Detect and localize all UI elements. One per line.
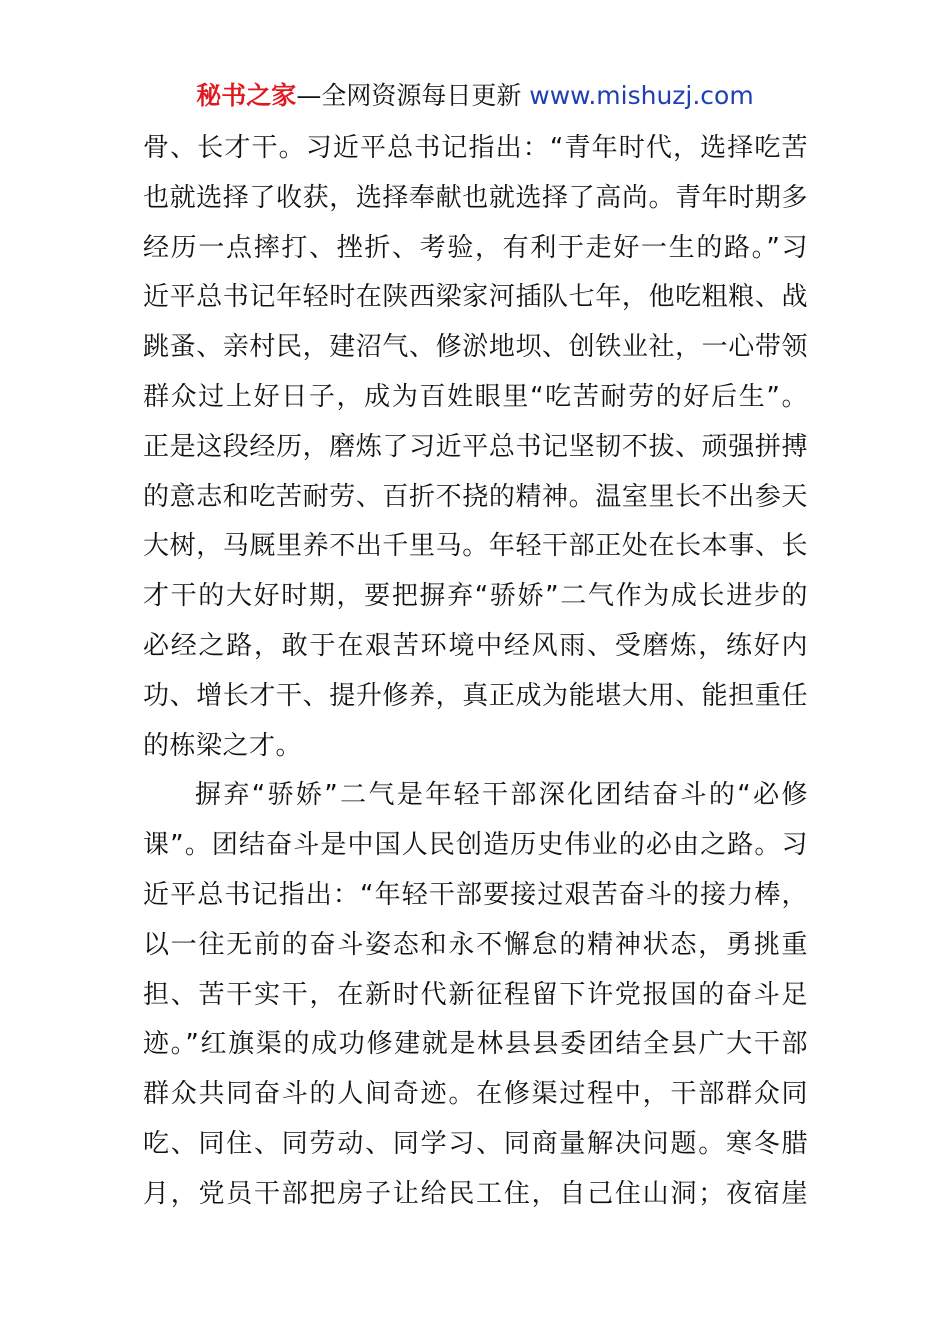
- site-link[interactable]: www.mishuzj.com: [529, 81, 754, 110]
- page-header: [0, 78, 950, 114]
- text-line: 正是这段经历，磨炼了习近平总书记坚韧不拔、顽强拼搏: [143, 431, 808, 462]
- paragraph-start-line: 摒弃“骄娇”二气是年轻干部深化团结奋斗的“必修: [195, 780, 808, 811]
- brand-name: 秘书之家: [196, 81, 297, 110]
- text-line: 迹。”红旗渠的成功修建就是林县县委团结全县广大干部: [143, 1029, 808, 1060]
- text-line: 以一往无前的奋斗姿态和永不懈怠的精神状态，勇挑重: [143, 929, 808, 960]
- text-line: 担、苦干实干，在新时代新征程留下许党报国的奋斗足: [143, 979, 808, 1010]
- text-line: 群众共同奋斗的人间奇迹。在修渠过程中，干部群众同: [143, 1079, 808, 1110]
- text-line: 也就选择了收获，选择奉献也就选择了高尚。青年时期多: [143, 182, 808, 213]
- text-line: 近平总书记指出：“年轻干部要接过艰苦奋斗的接力棒，: [143, 879, 808, 910]
- text-line: 必经之路，敢于在艰苦环境中经风雨、受磨炼，练好内: [143, 630, 808, 661]
- text-line: 才干的大好时期，要把摒弃“骄娇”二气作为成长进步的: [143, 581, 808, 612]
- text-line: 课”。团结奋斗是中国人民创造历史伟业的必由之路。习: [143, 830, 808, 861]
- document-body: [143, 124, 808, 1220]
- text-line: 的意志和吃苦耐劳、百折不挠的精神。温室里长不出参天: [143, 481, 808, 512]
- text-line: 近平总书记年轻时在陕西梁家河插队七年，他吃粗粮、战: [143, 282, 808, 313]
- text-line: 经历一点摔打、挫折、考验，有利于走好一生的路。”习: [143, 232, 808, 263]
- header-tagline: —全网资源每日更新: [296, 81, 522, 110]
- text-line: 功、增长才干、提升修养，真正成为能堪大用、能担重任: [143, 680, 808, 711]
- text-line: 跳蚤、亲村民，建沼气、修淤地坝、创铁业社，一心带领: [143, 332, 808, 363]
- text-line: 群众过上好日子，成为百姓眼里“吃苦耐劳的好后生”。: [143, 381, 808, 412]
- text-line: 吃、同住、同劳动、同学习、同商量解决问题。寒冬腊: [143, 1128, 808, 1159]
- text-line: 大树，马厩里养不出千里马。年轻干部正处在长本事、长: [143, 531, 808, 562]
- paragraph-end-line: 的栋梁之才。: [143, 730, 303, 761]
- text-line: 月，党员干部把房子让给民工住，自己住山洞；夜宿崖: [143, 1178, 808, 1209]
- text-line: 骨、长才干。习近平总书记指出：“青年时代，选择吃苦: [143, 133, 808, 163]
